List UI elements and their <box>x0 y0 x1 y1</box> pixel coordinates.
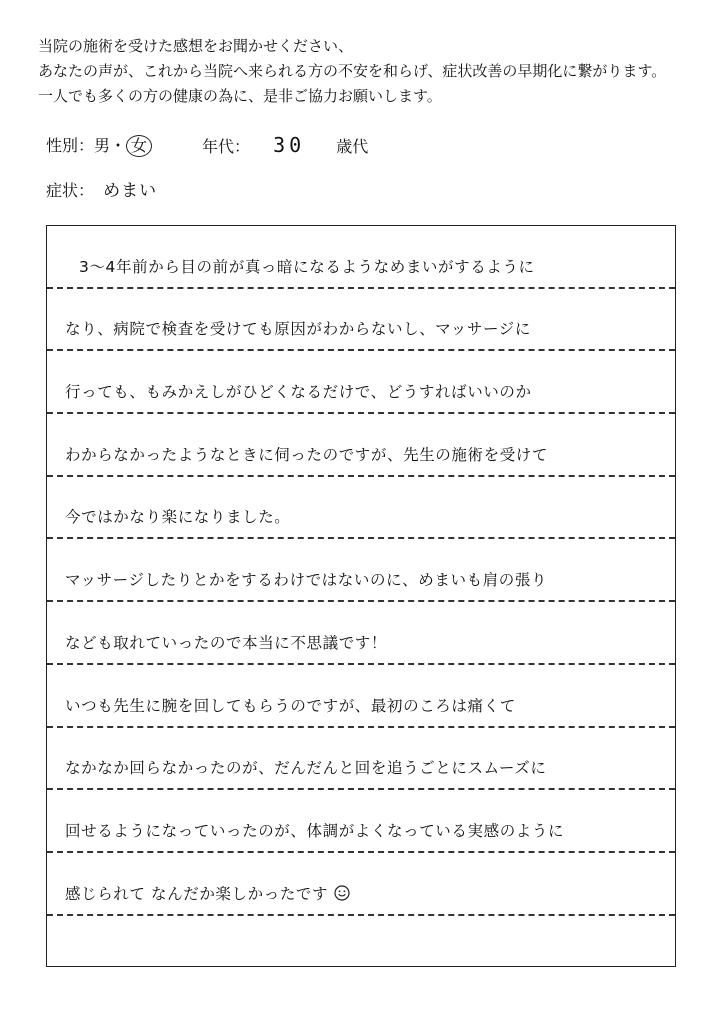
comment-line-text: 今ではかなり楽になりました。 <box>65 508 291 527</box>
comment-line <box>47 602 675 665</box>
intro-line-1: 当院の施術を受けた感想をお聞かせください、 <box>38 37 354 55</box>
comment-line <box>47 853 675 916</box>
age-field <box>202 133 368 157</box>
comment-line <box>47 790 675 853</box>
gender-male: 男 <box>94 136 111 155</box>
comment-line-text: なども取れていったので本当に不思議です！ <box>65 633 388 652</box>
symptom-field <box>46 176 157 201</box>
gender-label: 性別： <box>46 136 95 155</box>
smiley-icon <box>334 885 350 901</box>
comment-line <box>47 728 675 791</box>
age-value: 30 <box>273 133 306 157</box>
comment-line-text: マッサージしたりとかをするわけではないのに、めまいも肩の張り <box>65 571 548 590</box>
gender-female-circled: 女 <box>126 135 152 157</box>
comment-line <box>47 289 675 352</box>
comment-line-text: 行っても、もみかえしがひどくなるだけで、どうすればいいのか <box>65 383 532 402</box>
comment-line-text: なかなか回らなかったのが、だんだんと回を追うごとにスムーズに <box>65 759 547 778</box>
comment-line <box>47 351 675 414</box>
intro-line-2: あなたの声が、これから当院へ来られる方の不安を和らげ、症状改善の早期化に繋がります。 <box>38 62 667 80</box>
symptom-value: めまい <box>103 181 158 201</box>
comment-line <box>47 226 675 289</box>
comment-box <box>46 225 676 967</box>
comment-line-text: なり、病院で検査を受けても原因がわからないし、マッサージに <box>65 320 531 339</box>
symptom-label: 症状： <box>46 181 95 200</box>
age-suffix: 歳代 <box>336 137 369 156</box>
comment-line-text: 3～4年前から目の前が真っ暗になるようなめまいがするように <box>79 257 535 276</box>
comment-line-text: 回せるようになっていったのが、体調がよくなっている実感のように <box>65 821 565 840</box>
comment-line <box>47 414 675 477</box>
comment-line-text: わからなかったようなときに伺ったのですが、先生の施術を受けて <box>65 445 549 464</box>
comment-line <box>47 477 675 540</box>
comment-line-text: いつも先生に腕を回してもらうのですが、最初のころは痛くて <box>65 696 516 715</box>
age-label: 年代： <box>202 137 251 156</box>
intro-line-3: 一人でも多くの方の健康の為に、是非ご協力お願いします。 <box>38 87 442 105</box>
comment-line <box>47 665 675 728</box>
comment-line <box>47 540 675 603</box>
comment-line-text: 感じられて なんだか楽しかったです <box>65 884 329 903</box>
comment-line-last-wrap <box>65 882 350 904</box>
gender-separator: ・ <box>110 136 127 155</box>
gender-field <box>46 133 152 157</box>
comment-line-empty <box>47 916 675 968</box>
intro-text <box>38 34 666 109</box>
